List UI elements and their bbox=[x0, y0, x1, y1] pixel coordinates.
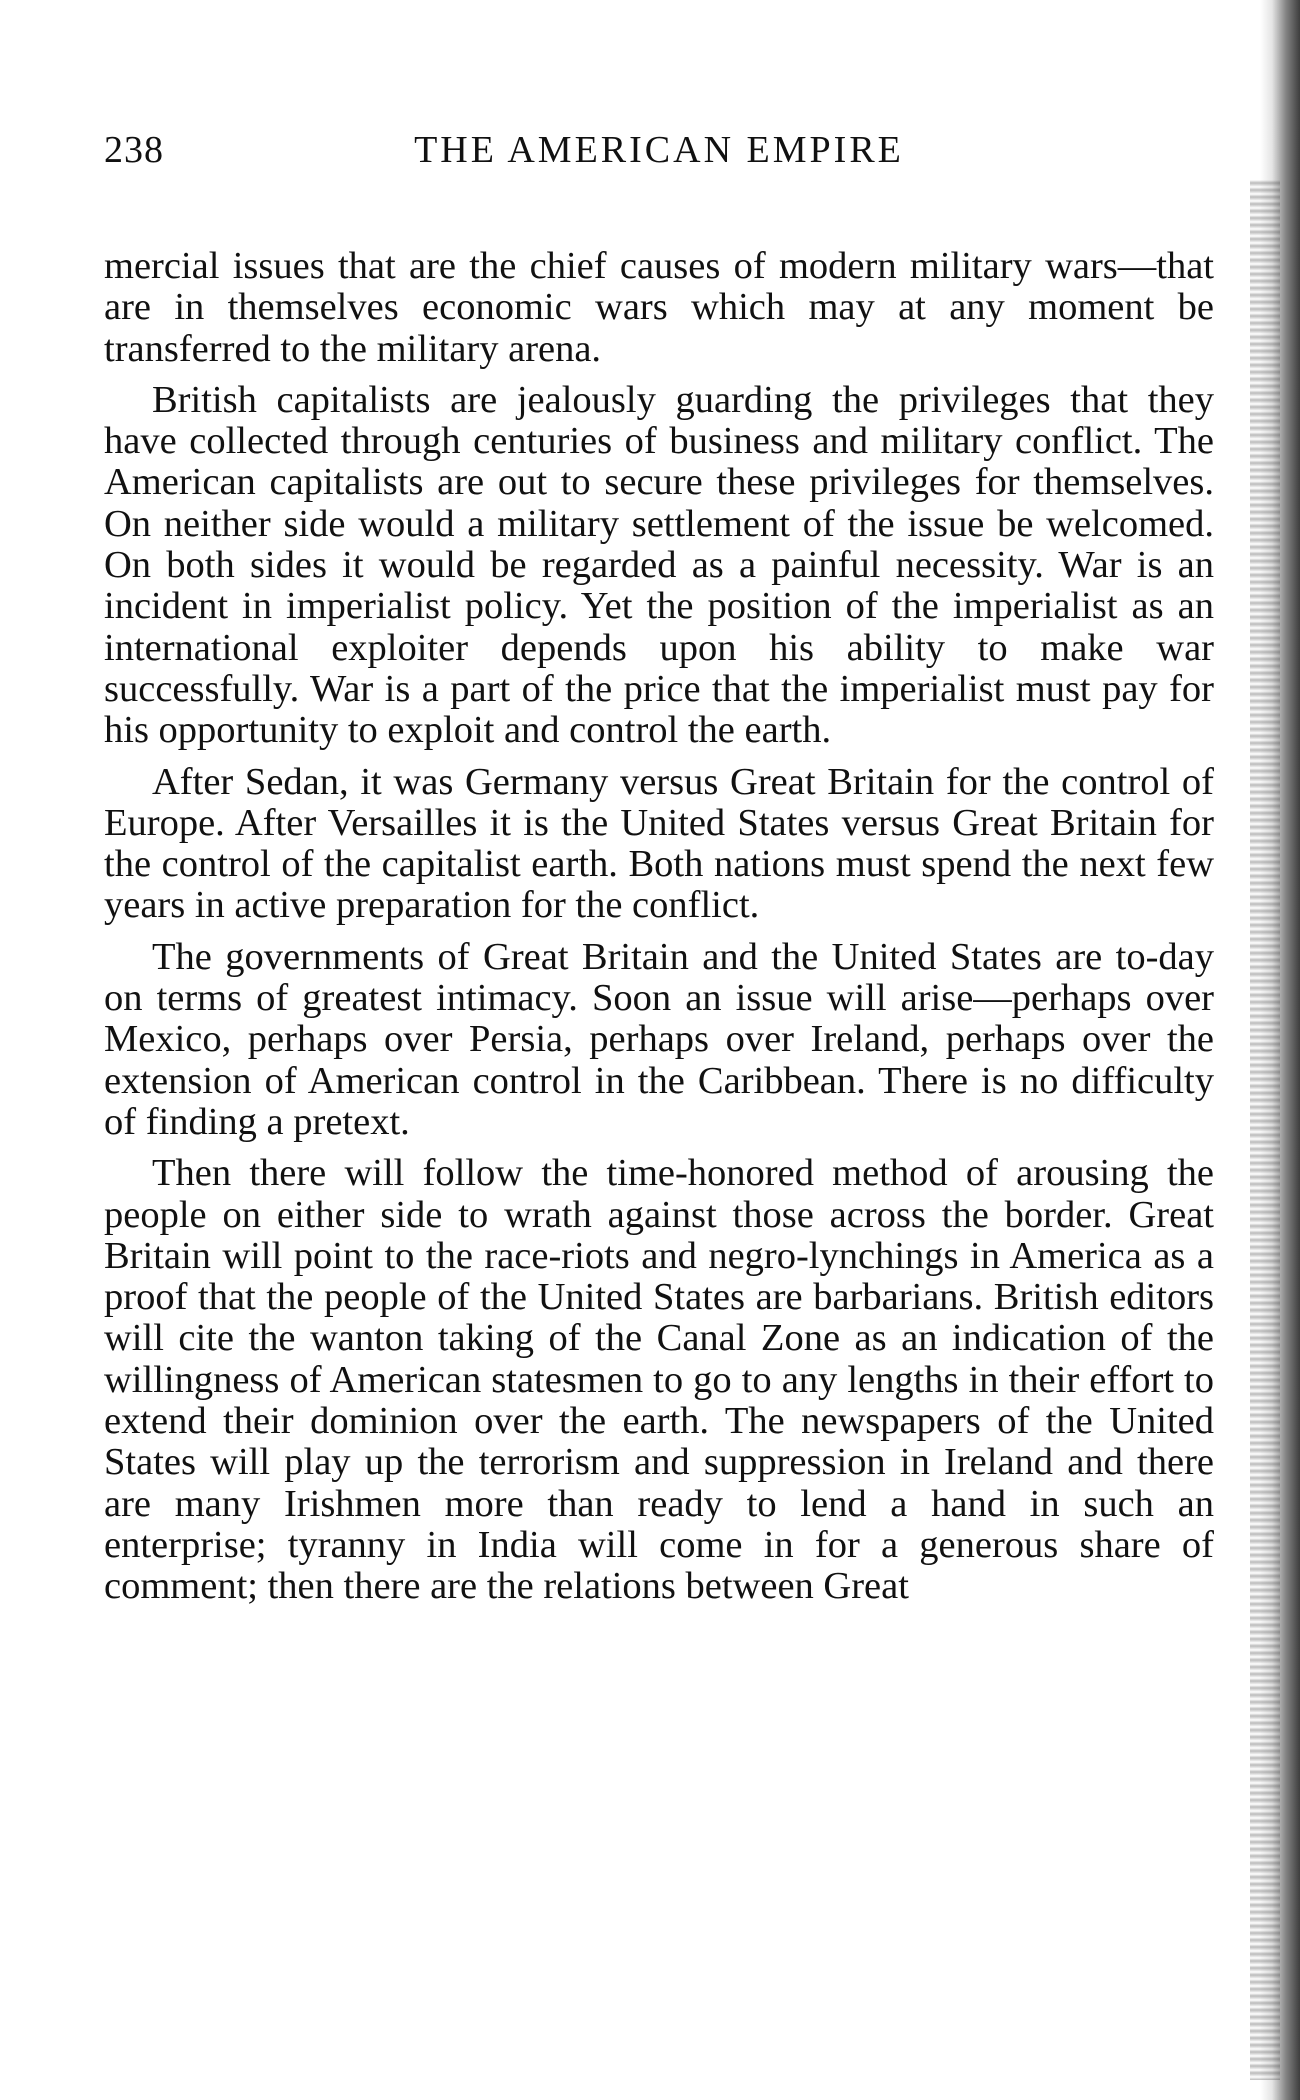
paragraph: Then there will follow the time-honored method of arousing the people on either side to wrath against those across the border. Great Britain will point to the race-riots and negro-lynchings in America as a proof that the people of the United States are barbarians. British editors will cite the wanton taking of the Canal Zone as an indication of the willingness of American statesmen to go to any lengths in their effort to extend their dominion over the earth. The newspapers of the United States will play up the terrorism and suppression in Ireland and there are many Irishmen more than ready to lend a hand in such an enterprise; tyranny in India will come in for a generous share of comment; then there are the relations between Great bbox=[104, 1152, 1214, 1608]
page-header bbox=[104, 128, 1214, 178]
paragraph: The governments of Great Britain and the United States are to-day on terms of greatest intimacy. Soon an issue will arise—perhaps over Mexico, perhaps over Persia, perhaps over Ireland, perhaps over the extension of American control in the Caribbean. There is no difficulty of finding a pretext. bbox=[104, 935, 1214, 1143]
body-text bbox=[104, 246, 1214, 1618]
running-title: THE AMERICAN EMPIRE bbox=[414, 129, 904, 171]
paragraph: After Sedan, it was Germany versus Great Britain for the control of Europe. After Versailles it is the United States versus Great Britain for the control of the capitalist earth. Both nations must spend the next few years in active preparation for the conflict. bbox=[104, 760, 1214, 927]
paragraph: British capitalists are jealously guarding the privileges that they have collected through centuries of business and military conflict. The American capitalists are out to secure these privileges for themselves. On neither side would a military settlement of the issue be welcomed. On both sides it would be regarded as a painful necessity. War is an incident in imperialist policy. Yet the position of the imperialist as an international exploiter depends upon his ability to make war successfully. War is a part of the price that the imperialist must pay for his opportunity to exploit and control the earth. bbox=[104, 378, 1214, 752]
paragraph-continued: mercial issues that are the chief causes of modern military wars—that are in themselves economic wars which may at any moment be transferred to the military arena. bbox=[104, 245, 1214, 370]
page-number: 238 bbox=[104, 129, 164, 171]
binding-speckle bbox=[1250, 180, 1280, 2080]
